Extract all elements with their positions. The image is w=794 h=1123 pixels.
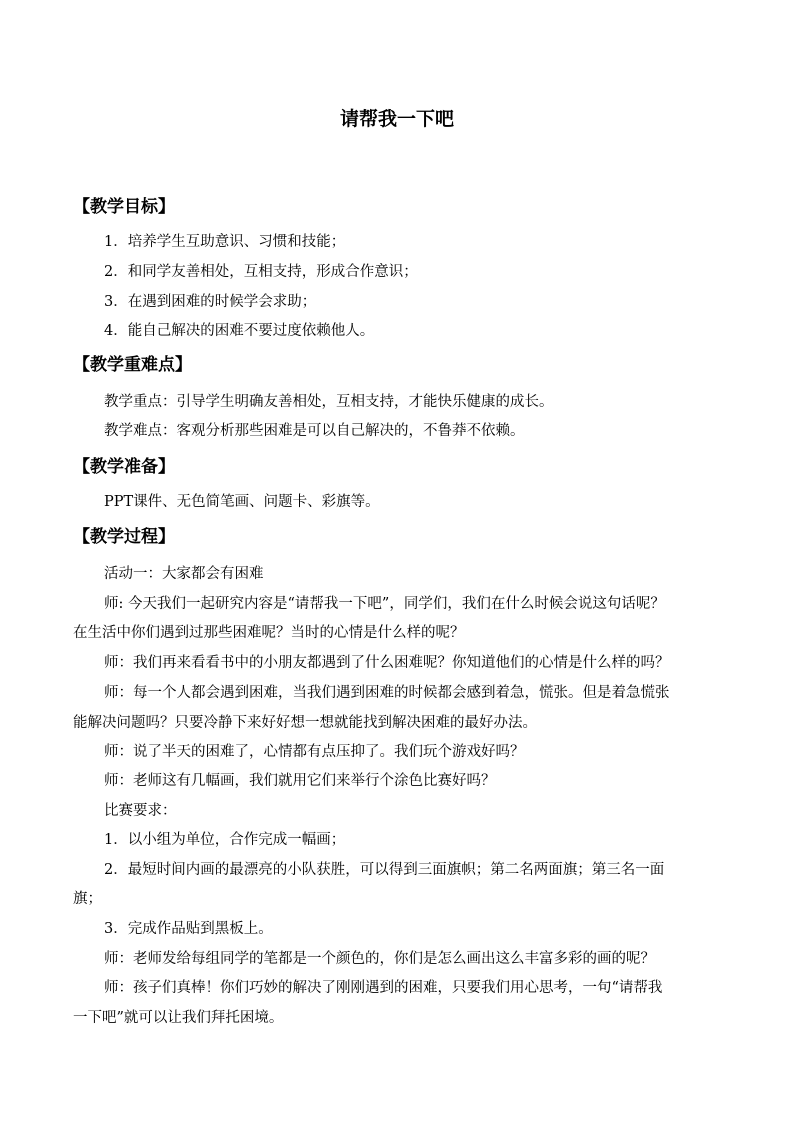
process-line: 在生活中你们遇到过那些困难呢？当时的心情是什么样的呢？ (73, 625, 465, 641)
document-title: 请帮我一下吧 (339, 108, 454, 130)
heading-preparation: 【教学准备】 (73, 457, 175, 477)
heading-process: 【教学过程】 (73, 527, 175, 547)
goal-item: 4．能自己解决的困难不要过度依赖他人。 (104, 323, 375, 339)
key-point-item: 教学重点：引导学生明确友善相处，互相支持，才能快乐健康的成长。 (104, 394, 554, 410)
process-line: 1．以小组为单位，合作完成一幅画； (104, 832, 346, 848)
process-line: 旗； (73, 891, 102, 907)
process-line: 2．最短时间内画的最漂亮的小队获胜，可以得到三面旗帜；第二名两面旗；第三名一面 (104, 862, 665, 878)
process-line: 师：老师发给每组同学的笔都是一个颜色的，你们是怎么画出这么丰富多彩的画的呢？ (104, 951, 655, 967)
process-line: 能解决问题吗？只要冷静下来好好想一想就能找到解决困难的最好办法。 (73, 715, 537, 731)
heading-goals: 【教学目标】 (73, 197, 175, 217)
goal-item: 1．培养学生互助意识、习惯和技能； (104, 234, 346, 250)
process-line: 师：老师这有几幅画，我们就用它们来举行个涂色比赛好吗？ (104, 773, 496, 789)
key-point-item: 教学难点：客观分析那些困难是可以自己解决的，不鲁莽不依赖。 (104, 423, 525, 439)
process-line: 师：孩子们真棒！你们巧妙的解决了刚刚遇到的困难，只要我们用心思考，一句“请帮我 (104, 980, 663, 996)
process-line: 活动一：大家都会有困难 (104, 566, 264, 582)
process-line: 3．完成作品贴到黑板上。 (104, 921, 273, 937)
preparation-item: PPT课件、无色简笔画、问题卡、彩旗等。 (104, 494, 380, 510)
process-line: 师：说了半天的困难了，心情都有点压抑了。我们玩个游戏好吗？ (104, 744, 525, 760)
process-line: 一下吧”就可以让我们拜托困境。 (73, 1010, 284, 1026)
process-line: 师: 今天我们一起研究内容是“请帮我一下吧”，同学们，我们在什么时候会说这句话呢？ (104, 596, 665, 612)
process-line: 师：每一个人都会遇到困难，当我们遇到困难的时候都会感到着急，慌张。但是着急慌张 (104, 685, 670, 701)
goal-item: 2．和同学友善相处，互相支持，形成合作意识； (104, 264, 418, 280)
goal-item: 3．在遇到困难的时候学会求助； (104, 294, 317, 310)
heading-key-points: 【教学重难点】 (73, 355, 192, 375)
process-line: 师：我们再来看看书中的小朋友都遇到了什么困难呢？你知道他们的心情是什么样的吗？ (104, 655, 670, 671)
process-line: 比赛要求： (104, 803, 177, 819)
